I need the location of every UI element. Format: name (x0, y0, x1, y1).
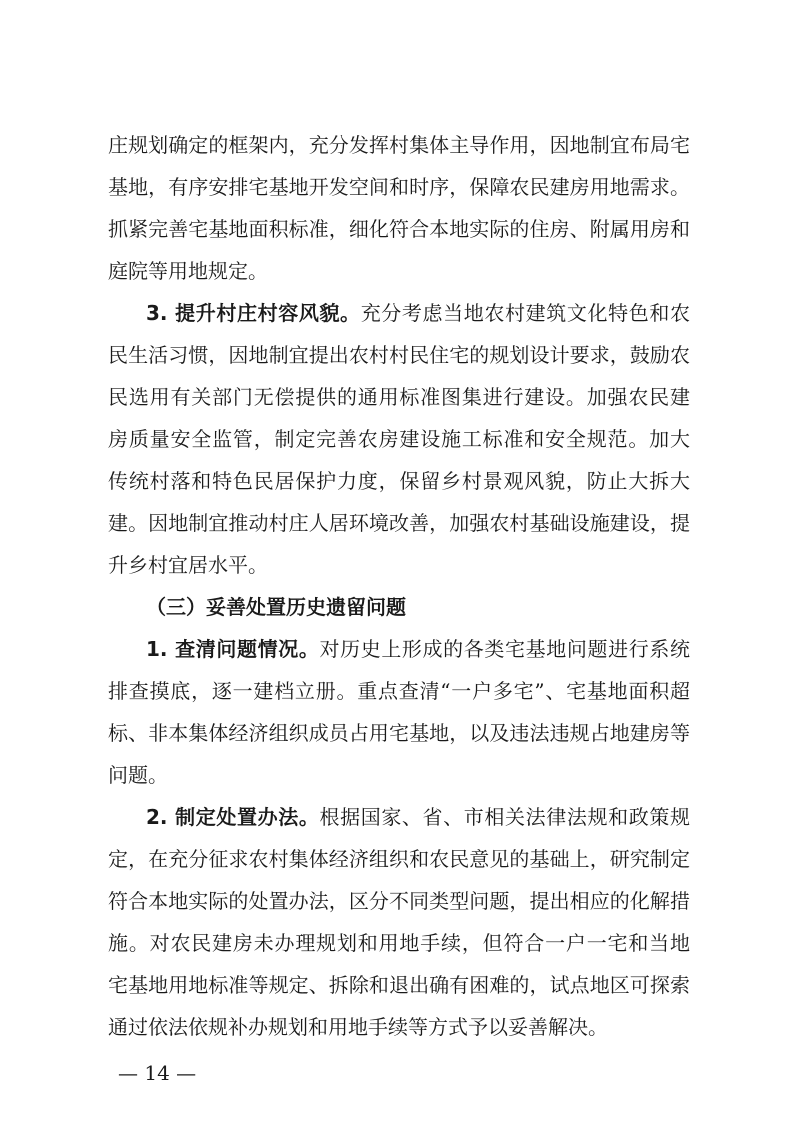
item-3-title: 3. 提升村庄村容风貌。 (146, 301, 361, 325)
item-1-title: 1. 查清问题情况。 (146, 637, 320, 661)
paragraph-line: 传统村落和特色民居保护力度，保留乡村景观风貌，防止大拆大 (108, 469, 690, 493)
paragraph-line: 庄规划确定的框架内，充分发挥村集体主导作用，因地制宜布局宅 (108, 133, 690, 157)
paragraph-line: 基地，有序安排宅基地开发空间和时序，保障农民建房用地需求。 (108, 175, 690, 199)
item-2-title: 2. 制定处置办法。 (146, 805, 320, 829)
paragraph-line: 定，在充分征求农村集体经济组织和农民意见的基础上，研究制定 (108, 847, 690, 871)
paragraph-line: 抓紧完善宅基地面积标准，细化符合本地实际的住房、附属用房和 (108, 217, 690, 241)
item-3-text: 充分考虑当地农村建筑文化特色和农 (360, 301, 690, 325)
paragraph-line: 通过依法依规补办规划和用地手续等方式予以妥善解决。 (108, 1015, 608, 1039)
paragraph-line: 排查摸底，逐一建档立册。重点查清“一户多宅”、宅基地面积超 (108, 679, 690, 703)
paragraph-line: 问题。 (108, 763, 168, 787)
paragraph-line: 民选用有关部门无偿提供的通用标准图集进行建设。加强农民建 (108, 385, 690, 409)
paragraph-line: 宅基地用地标准等规定、拆除和退出确有困难的，试点地区可探索 (108, 973, 690, 997)
paragraph-line: 施。对农民建房未办理规划和用地手续，但符合一户一宅和当地 (108, 931, 690, 955)
paragraph-line: 庭院等用地规定。 (108, 259, 268, 283)
page-number: — 14 — (118, 1061, 197, 1085)
item-1-text: 对历史上形成的各类宅基地问题进行系统 (319, 637, 690, 661)
paragraph-line: 建。因地制宜推动村庄人居环境改善，加强农村基础设施建设，提 (108, 511, 690, 535)
paragraph-line: 房质量安全监管，制定完善农房建设施工标准和安全规范。加大 (108, 427, 690, 451)
item-2-text: 根据国家、省、市相关法律法规和政策规 (319, 805, 690, 829)
paragraph-line: 升乡村宜居水平。 (108, 553, 268, 577)
paragraph-line: 标、非本集体经济组织成员占用宅基地，以及违法违规占地建房等 (108, 721, 690, 745)
paragraph-line: 民生活习惯，因地制宜提出农村村民住宅的规划设计要求，鼓励农 (108, 343, 690, 367)
section-heading: （三）妥善处置历史遗留问题 (146, 595, 406, 619)
paragraph-line: 符合本地实际的处置办法，区分不同类型问题，提出相应的化解措 (108, 889, 690, 913)
item-1-first-line (146, 636, 690, 662)
item-3-first-line (146, 300, 690, 326)
item-2-first-line (146, 804, 690, 830)
